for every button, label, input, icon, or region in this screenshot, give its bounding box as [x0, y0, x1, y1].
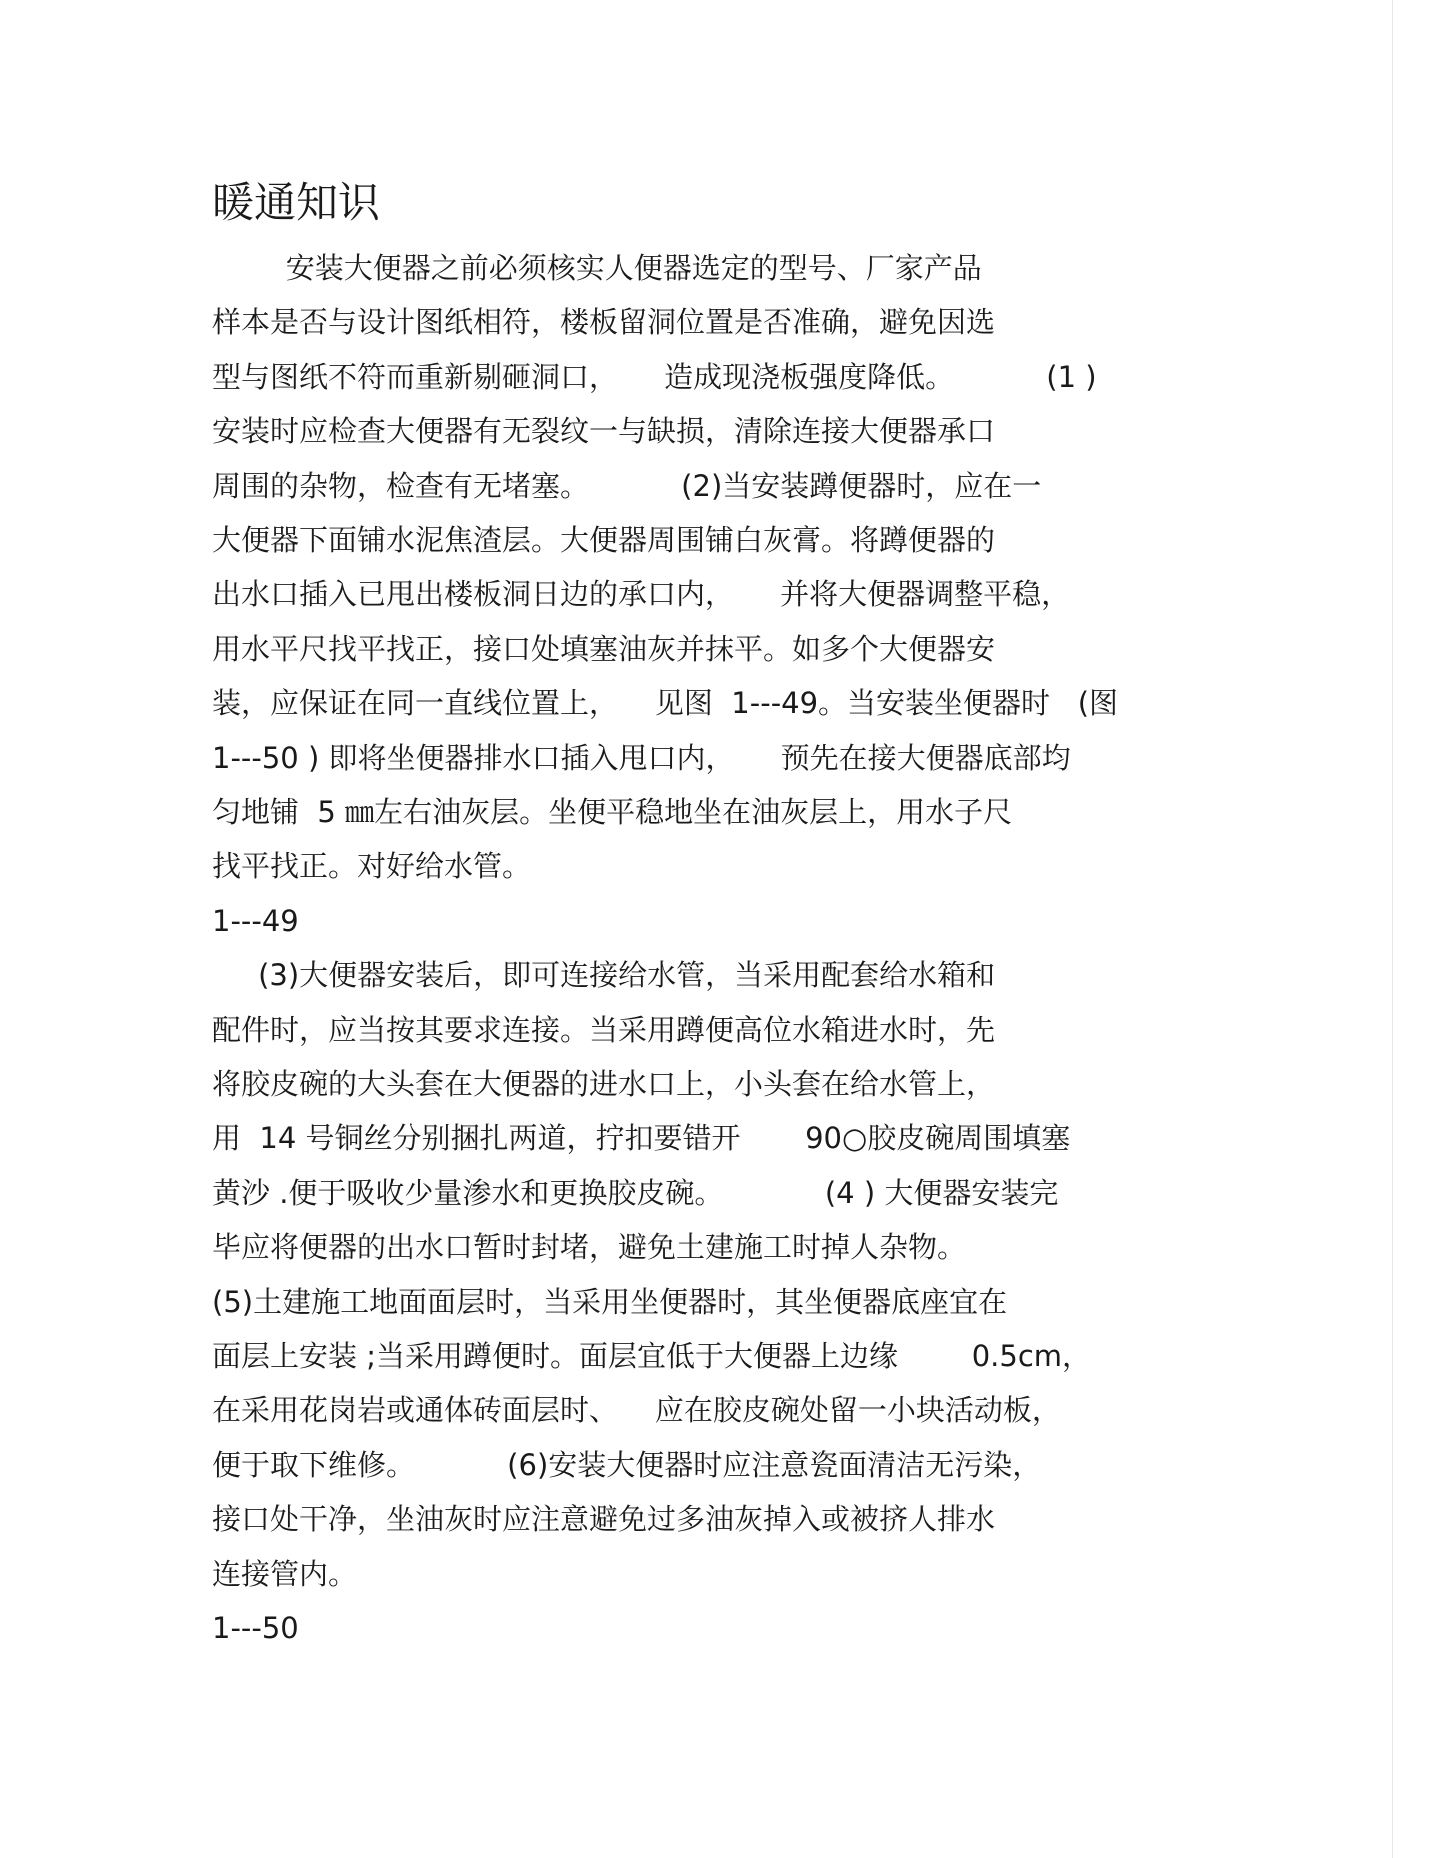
page-edge-divider — [1392, 0, 1393, 1858]
text-line: 周围的杂物，检查有无堵塞。 (2)当安装蹲便器时，应在一 — [212, 469, 1042, 503]
text-line: 用水平尺找平找正，接口处填塞油灰并抹平。如多个大便器安 — [212, 632, 996, 666]
document-title: 暖通知识 — [212, 178, 381, 227]
text-line: (3)大便器安装后，即可连接给水管，当采用配套给水箱和 — [212, 958, 996, 992]
text-line: 面层上安装 ;当采用蹲便时。面层宜低于大便器上边缘 0.5cm， — [212, 1339, 1092, 1373]
text-line: 型与图纸不符而重新剔砸洞口， 造成现浇板强度降低。 (1 ) — [212, 360, 1097, 394]
text-line: 安装大便器之前必须核实人便器选定的型号、厂家产品 — [212, 251, 982, 285]
text-line: 配件时，应当按其要求连接。当采用蹲便高位水箱进水时，先 — [212, 1013, 996, 1047]
figure-label: 1---50 — [212, 1611, 299, 1645]
text-line: 匀地铺 5 ㎜左右油灰层。坐便平稳地坐在油灰层上，用水子尺 — [212, 795, 1013, 829]
text-line: 黄沙 .便于吸收少量渗水和更换胶皮碗。 (4 ) 大便器安装完 — [212, 1176, 1059, 1210]
text-line: (5)土建施工地面面层时，当采用坐便器时，其坐便器底座宜在 — [212, 1285, 1008, 1319]
figure-label: 1---49 — [212, 904, 299, 938]
text-line: 接口处干净，坐油灰时应注意避免过多油灰掉入或被挤人排水 — [212, 1502, 996, 1536]
text-line: 将胶皮碗的大头套在大便器的进水口上，小头套在给水管上， — [212, 1067, 996, 1101]
text-line: 在采用花岗岩或通体砖面层时、 应在胶皮碗处留一小块活动板， — [212, 1393, 1061, 1427]
text-line: 出水口插入已甩出楼板洞日边的承口内， 并将大便器调整平稳， — [212, 577, 1071, 611]
text-line: 用 14 号铜丝分别捆扎两道，拧扣要错开 90○胶皮碗周围填塞 — [212, 1121, 1071, 1155]
text-line: 安装时应检查大便器有无裂纹一与缺损，清除连接大便器承口 — [212, 414, 996, 448]
text-line: 样本是否与设计图纸相符，楼板留洞位置是否准确，避免因选 — [212, 305, 996, 339]
text-line: 找平找正。对好给水管。 — [212, 849, 532, 883]
text-line: 便于取下维修。 (6)安装大便器时应注意瓷面清洁无污染， — [212, 1448, 1042, 1482]
text-line: 毕应将便器的出水口暂时封堵，避免土建施工时掉人杂物。 — [212, 1230, 967, 1264]
text-line: 1---50 ) 即将坐便器排水口插入甩口内， 预先在接大便器底部均 — [212, 741, 1071, 775]
text-line: 大便器下面铺水泥焦渣层。大便器周围铺白灰膏。将蹲便器的 — [212, 523, 996, 557]
text-line: 连接管内。 — [212, 1557, 358, 1591]
text-line: 装，应保证在同一直线位置上， 见图 1---49。当安装坐便器时 (图 — [212, 686, 1119, 720]
